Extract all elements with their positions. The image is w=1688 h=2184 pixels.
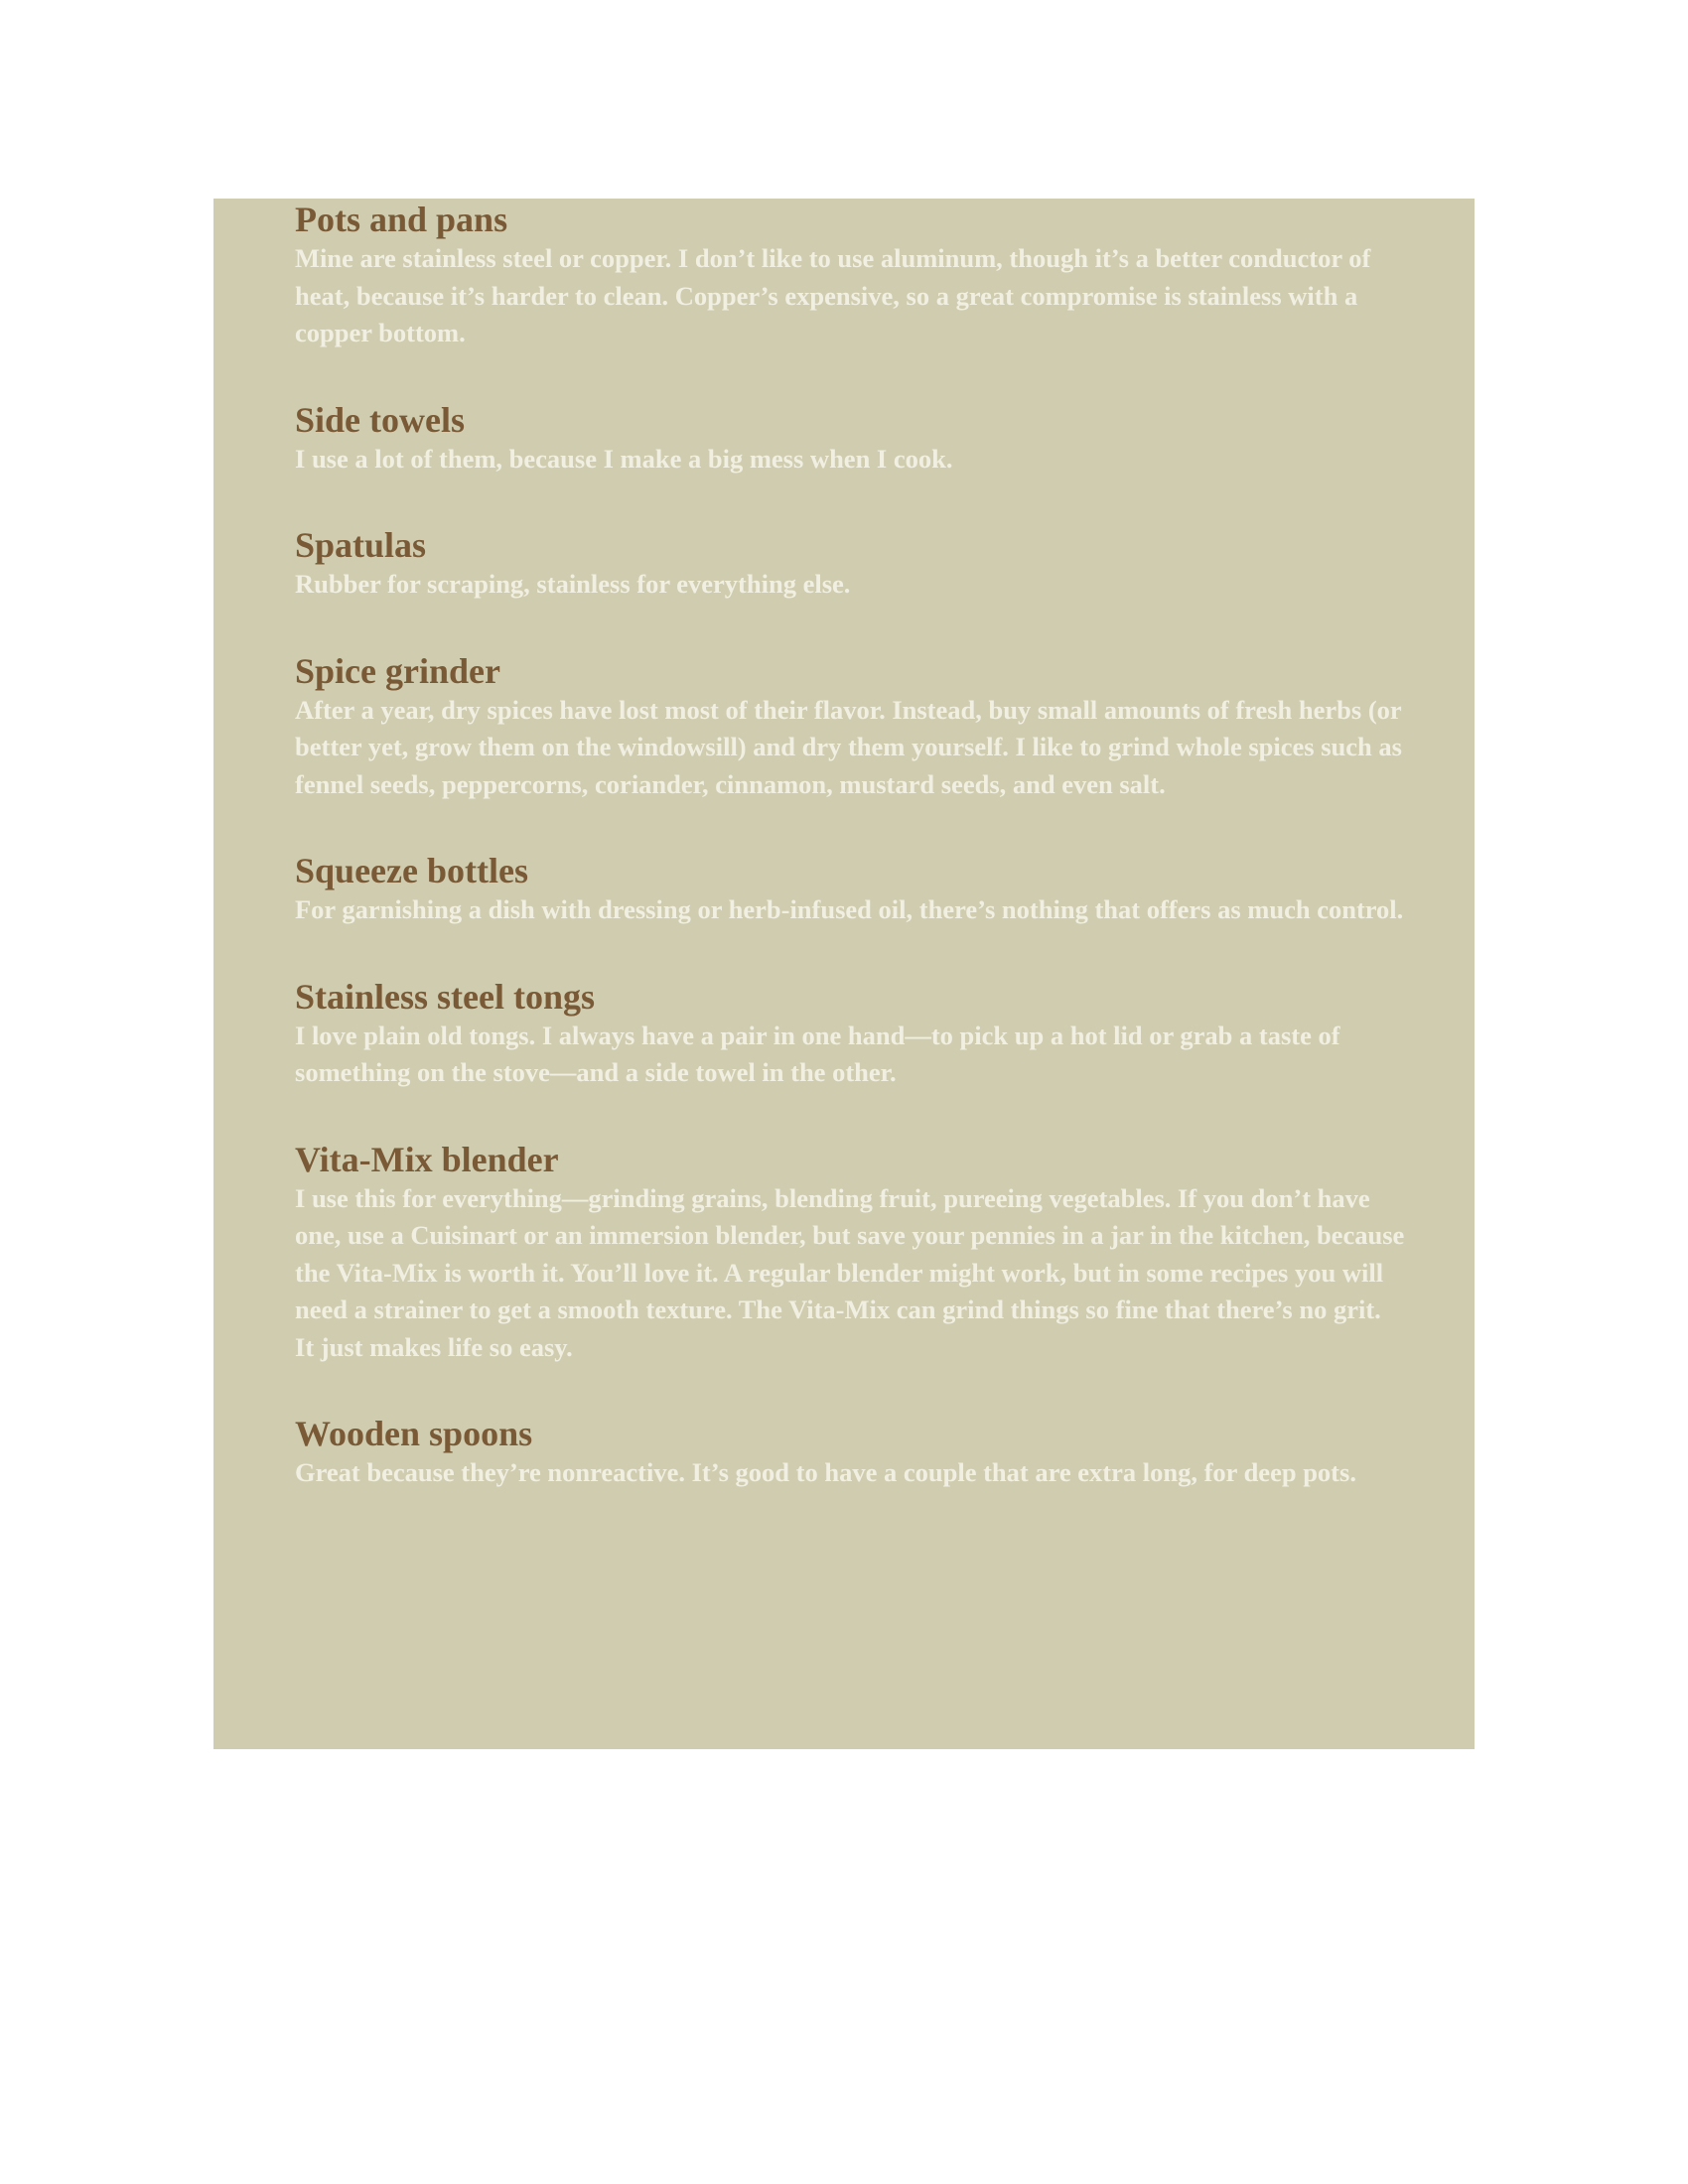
entry-description: Mine are stainless steel or copper. I don’t like to use aluminum, though it’s a better conductor of heat, because it’s harder to clean. Copper’s expensive, so a great compromise is stainless with a copper bottom. bbox=[295, 243, 1371, 347]
entry-title: Vita-Mix blender bbox=[295, 1139, 559, 1179]
entry-stainless-steel-tongs bbox=[295, 974, 1405, 1092]
entry-description: For garnishing a dish with dressing or herb-infused oil, there’s nothing that offers as much control. bbox=[295, 894, 1404, 924]
entry-description: After a year, dry spices have lost most of their flavor. Instead, buy small amounts of fresh herbs (or better yet, grow them on the windowsill) and dry them yourself. I like to grind whole spices such as fennel seeds, peppercorns, coriander, cinnamon, mustard seeds, and even salt. bbox=[295, 694, 1402, 799]
entry-pots-and-pans bbox=[295, 199, 1405, 352]
entry-title: Stainless steel tongs bbox=[295, 976, 596, 1017]
entry-title: Spice grinder bbox=[295, 650, 500, 691]
entry-title: Side towels bbox=[295, 399, 465, 440]
entry-wooden-spoons bbox=[295, 1411, 1405, 1492]
entry-title: Spatulas bbox=[295, 525, 427, 565]
entry-description: I love plain old tongs. I always have a pair in one hand—to pick up a hot lid or grab a taste of something on the stove—and a side towel in the other. bbox=[295, 1020, 1340, 1087]
entry-description: I use a lot of them, because I make a big mess when I cook. bbox=[295, 443, 953, 474]
entry-spice-grinder bbox=[295, 648, 1405, 804]
entry-side-towels bbox=[295, 397, 1405, 478]
entry-title: Squeeze bottles bbox=[295, 851, 528, 890]
entry-description: Great because they’re nonreactive. It’s good to have a couple that are extra long, for deep pots. bbox=[295, 1457, 1356, 1487]
entry-title: Pots and pans bbox=[295, 200, 508, 239]
entry-spatulas bbox=[295, 522, 1405, 604]
equipment-panel bbox=[213, 199, 1475, 1749]
entry-description: I use this for everything—grinding grains, blending fruit, pureeing vegetables. If you don’t have one, use a Cuisinart or an immersion blender, but save your pennies in a jar in the kitchen, because the Vita-Mix is worth it. You’ll love it. A regular blender might work, but in some recipes you will need a strainer to get a smooth texture. The Vita-Mix can grind things so fine that there’s no grit. It just makes life so easy. bbox=[295, 1182, 1405, 1362]
entry-title: Wooden spoons bbox=[295, 1414, 533, 1453]
entry-squeeze-bottles bbox=[295, 848, 1405, 929]
entry-vita-mix-blender bbox=[295, 1137, 1405, 1367]
entry-description: Rubber for scraping, stainless for everything else. bbox=[295, 569, 851, 599]
